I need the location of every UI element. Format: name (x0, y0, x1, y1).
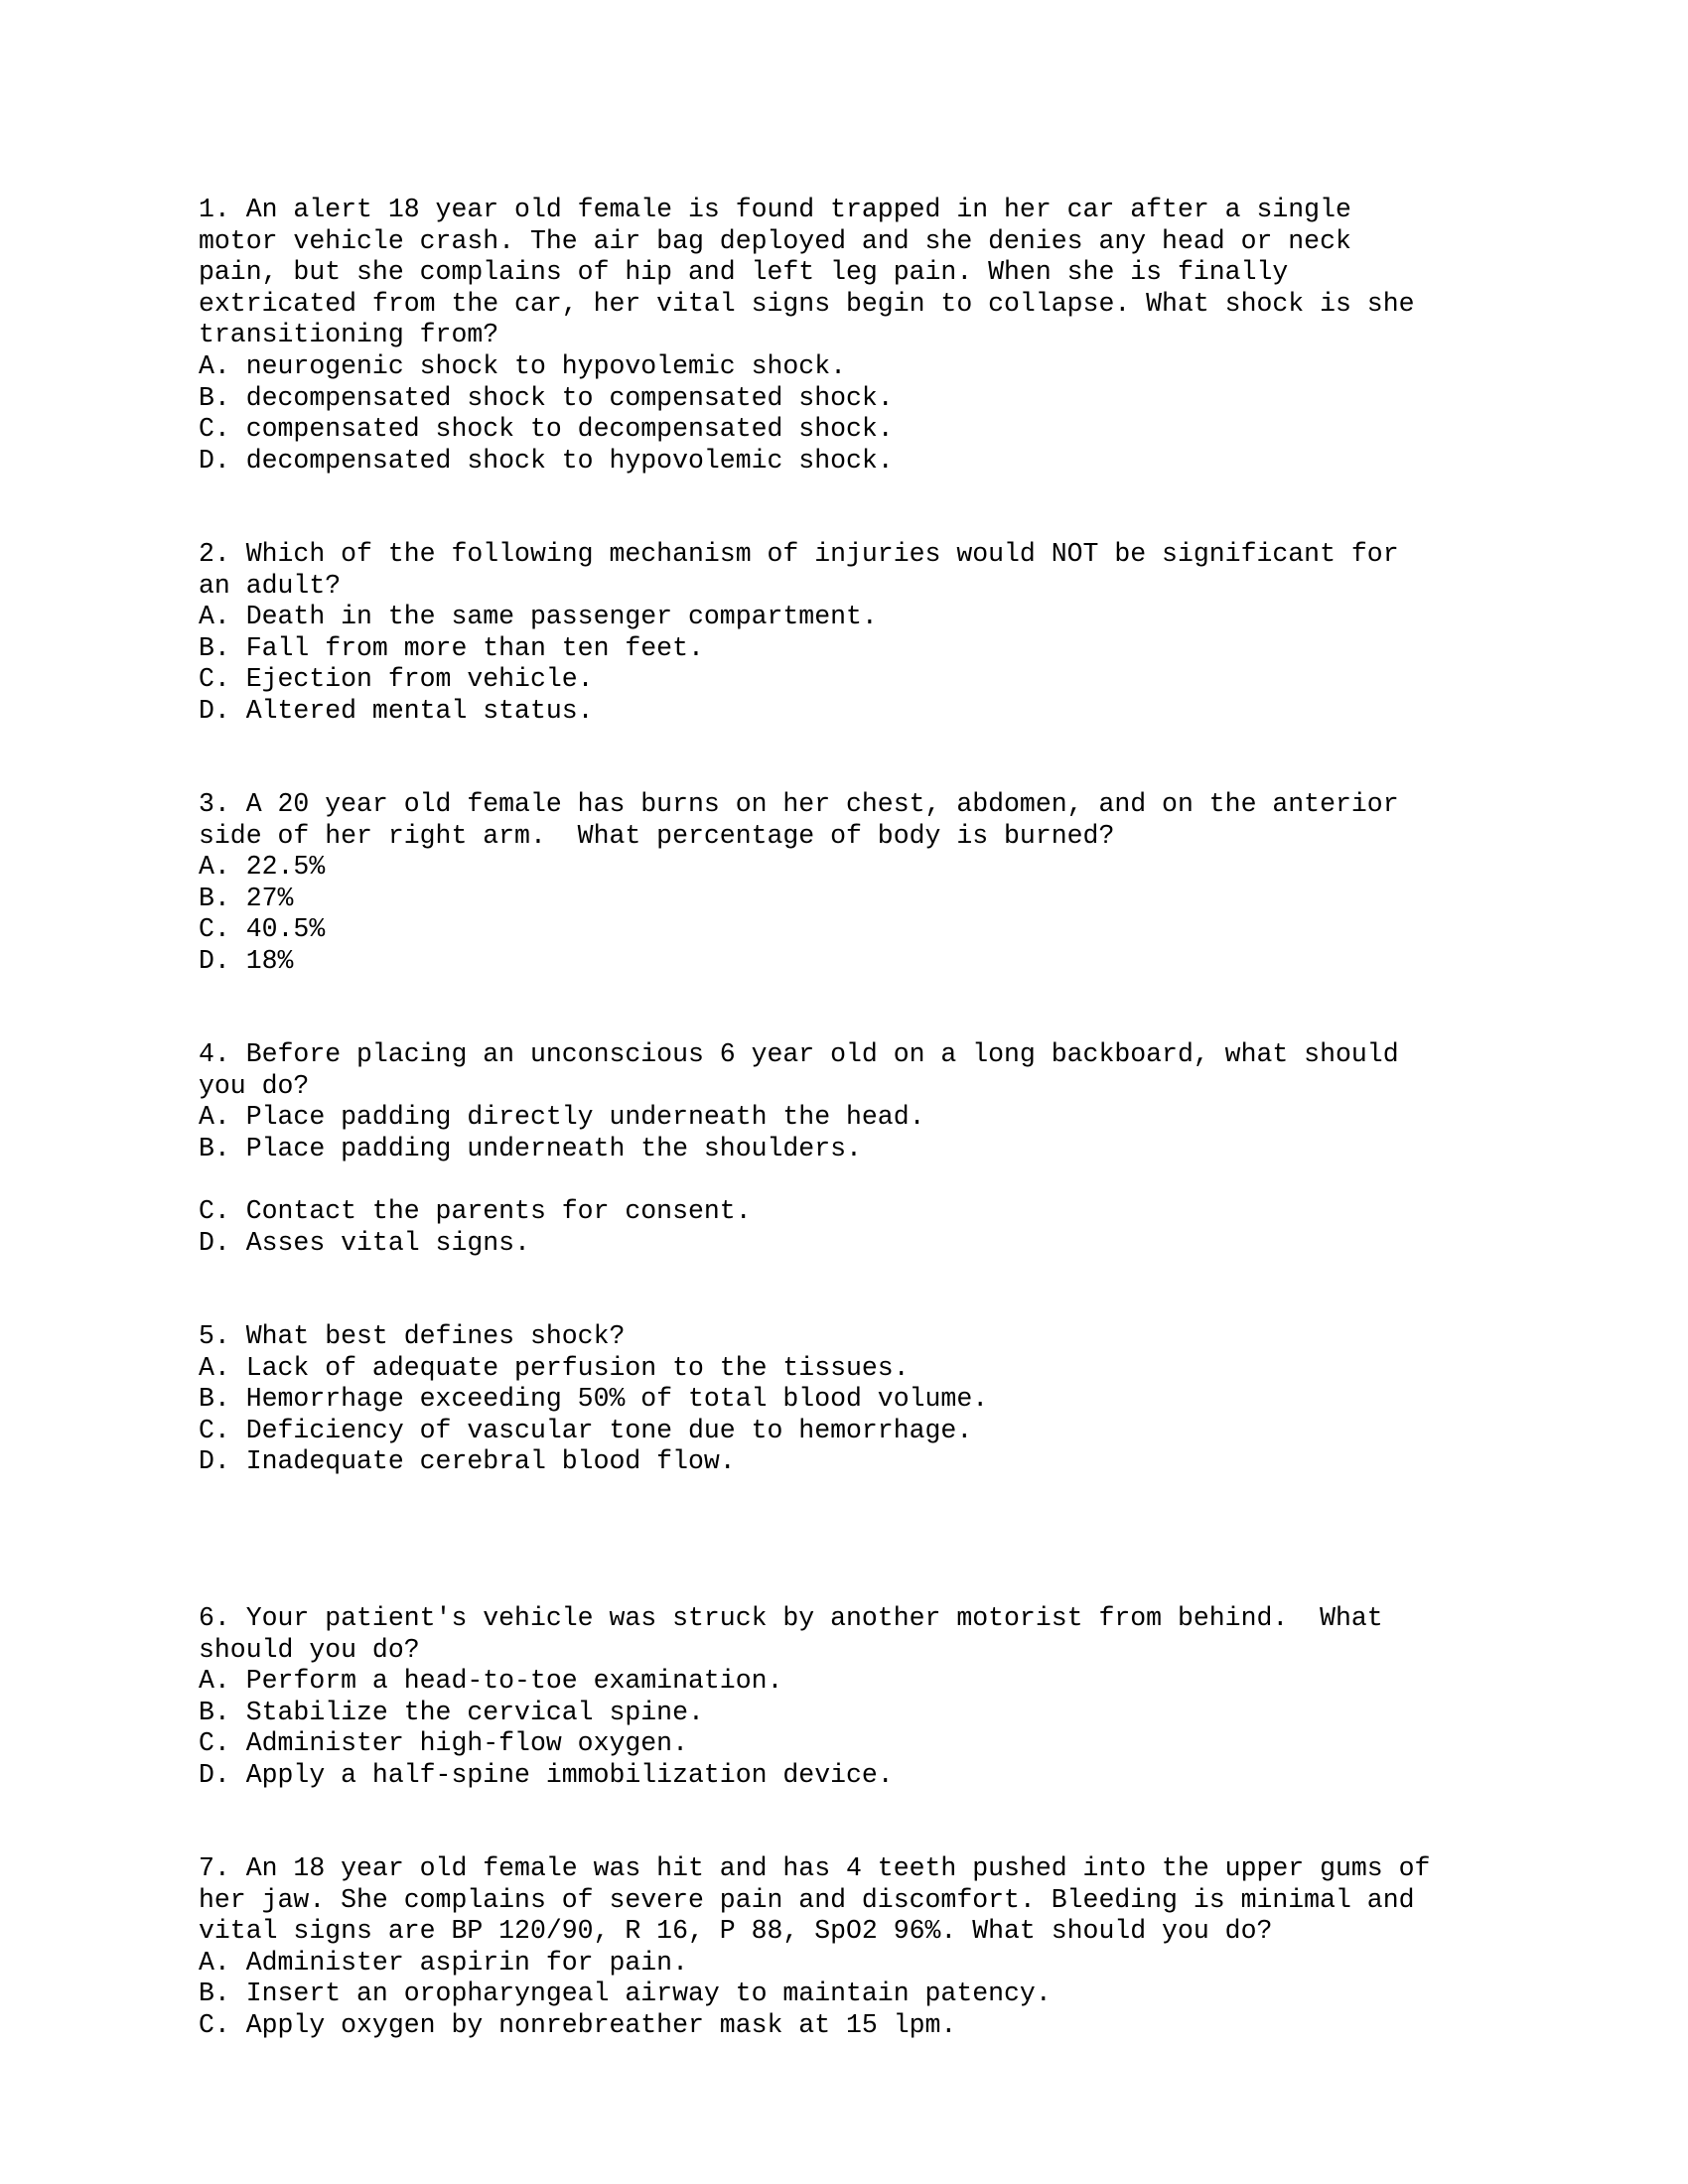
answer-option-d: D. Altered mental status. (199, 695, 594, 726)
question-5 (199, 1321, 1549, 1478)
question-7 (199, 1853, 1549, 2042)
question-stem-line: 6. Your patient's vehicle was struck by another motorist from behind. What (199, 1603, 1383, 1633)
question-6 (199, 1603, 1549, 1792)
question-stem-line: you do? (199, 1070, 310, 1101)
question-2 (199, 539, 1549, 728)
answer-option-b: B. Place padding underneath the shoulders. (199, 1133, 862, 1163)
answer-option-d: D. Asses vital signs. (199, 1227, 530, 1258)
answer-option-c: C. compensated shock to decompensated shock. (199, 414, 894, 445)
answer-option-c: C. Apply oxygen by nonrebreather mask at 15 lpm. (199, 2009, 957, 2040)
question-1 (199, 195, 1549, 477)
answer-option-b: B. Stabilize the cervical spine. (199, 1697, 704, 1727)
question-stem-line: vital signs are BP 120/90, R 16, P 88, SpO2 96%. What should you do? (199, 1916, 1273, 1947)
question-stem-line: transitioning from? (199, 320, 499, 350)
question-3 (199, 789, 1549, 978)
answer-option-d: D. Inadequate cerebral blood flow. (199, 1446, 736, 1477)
question-stem-line: 1. An alert 18 year old female is found trapped in her car after a single (199, 195, 1351, 224)
question-4 (199, 1039, 1549, 1259)
answer-option-a: A. Perform a head-to-toe examination. (199, 1666, 783, 1697)
answer-option-c: C. Contact the parents for consent. (199, 1195, 752, 1226)
answer-option-b: B. Insert an oropharyngeal airway to maintain patency. (199, 1979, 1052, 2009)
question-stem-line: pain, but she complains of hip and left leg pain. When she is finally (199, 257, 1289, 288)
answer-option-b: B. Hemorrhage exceeding 50% of total blood volume. (199, 1384, 989, 1415)
question-stem-line: side of her right arm. What percentage of body is burned? (199, 820, 1115, 851)
answer-option-d: D. 18% (199, 945, 294, 976)
question-stem-line: her jaw. She complains of severe pain and discomfort. Bleeding is minimal and (199, 1884, 1415, 1915)
answer-option-a: A. Place padding directly underneath the head. (199, 1102, 925, 1133)
answer-option-c: C. 40.5% (199, 914, 326, 945)
answer-option-a: A. Death in the same passenger compartment. (199, 602, 878, 632)
answer-option-c: C. Ejection from vehicle. (199, 664, 594, 695)
answer-option-a: A. neurogenic shock to hypovolemic shock. (199, 350, 847, 381)
question-stem-line: an adult? (199, 570, 342, 601)
answer-option-d: D. decompensated shock to hypovolemic shock. (199, 445, 894, 476)
answer-option-b: B. decompensated shock to compensated shock. (199, 382, 894, 413)
question-stem-line: motor vehicle crash. The air bag deployed and she denies any head or neck (199, 225, 1351, 256)
question-stem-line: should you do? (199, 1634, 420, 1665)
answer-option-b: B. Fall from more than ten feet. (199, 632, 704, 663)
question-stem-line: extricated from the car, her vital signs begin to collapse. What shock is she (199, 288, 1415, 319)
answer-option-a: A. Lack of adequate perfusion to the tissues. (199, 1352, 910, 1383)
answer-option-a: A. Administer aspirin for pain. (199, 1947, 688, 1978)
answer-option-b: B. 27% (199, 883, 294, 913)
answer-option-c: C. Deficiency of vascular tone due to hemorrhage. (199, 1415, 973, 1445)
question-stem-line: 7. An 18 year old female was hit and has 4 teeth pushed into the upper gums of (199, 1853, 1431, 1883)
question-stem-line: 5. What best defines shock? (199, 1321, 626, 1351)
answer-option-c: C. Administer high-flow oxygen. (199, 1728, 688, 1759)
question-stem-line: 2. Which of the following mechanism of injuries would NOT be significant for (199, 539, 1399, 569)
answer-option-d: D. Apply a half-spine immobilization device. (199, 1759, 894, 1790)
answer-option-a: A. 22.5% (199, 852, 326, 883)
question-stem-line: 3. A 20 year old female has burns on her chest, abdomen, and on the anterior (199, 789, 1399, 819)
question-stem-line: 4. Before placing an unconscious 6 year old on a long backboard, what should (199, 1039, 1399, 1069)
